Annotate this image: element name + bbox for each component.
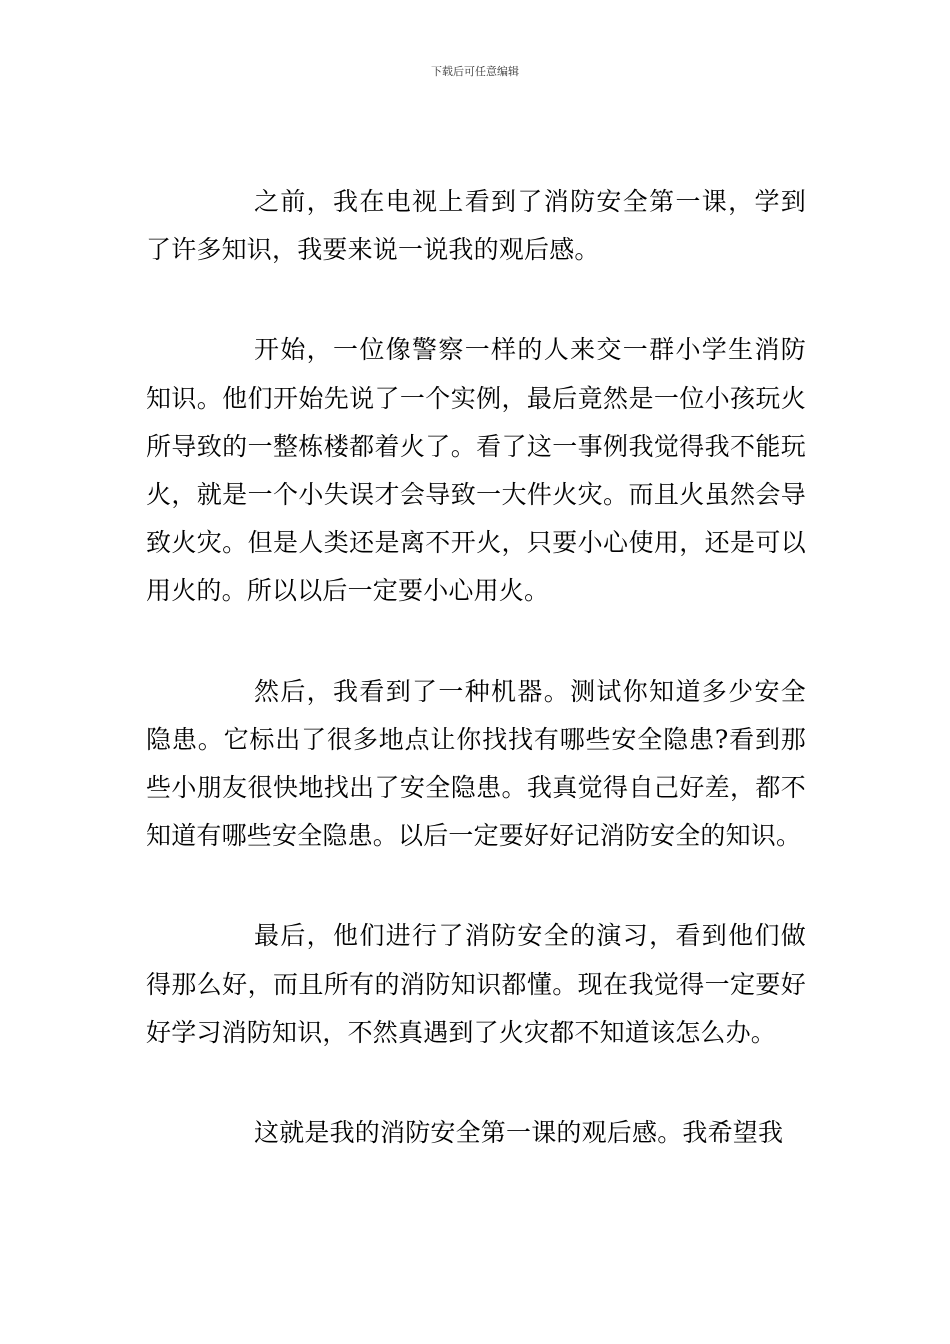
page-header-note: 下载后可任意编辑 (431, 65, 519, 78)
paragraph-3: 然后，我看到了一种机器。测试你知道多少安全隐患。它标出了很多地点让你找找有哪些安全隐患?看到那些小朋友很快地找出了安全隐患。我真觉得自己好差，都不知道有哪些安全隐患。以后一定要好好记消防安全的知识。 (146, 676, 806, 851)
paragraph-4: 最后，他们进行了消防安全的演习，看到他们做得那么好，而且所有的消防知识都懂。现在我觉得一定要好好学习消防知识，不然真遇到了火灾都不知道该怎么办。 (146, 921, 806, 1047)
document-body (146, 178, 806, 1209)
paragraph-5: 这就是我的消防安全第一课的观后感。我希望我 (254, 1118, 784, 1148)
paragraph-1: 之前，我在电视上看到了消防安全第一课，学到了许多知识，我要来说一说我的观后感。 (146, 187, 806, 265)
paragraph-2: 开始，一位像警察一样的人来交一群小学生消防知识。他们开始先说了一个实例，最后竟然是一位小孩玩火所导致的一整栋楼都着火了。看了这一事例我觉得我不能玩火，就是一个小失误才会导致一大件火灾。而且火虽然会导致火灾。但是人类还是离不开火，只要小心使用，还是可以用火的。所以以后一定要小心用火。 (146, 335, 806, 606)
